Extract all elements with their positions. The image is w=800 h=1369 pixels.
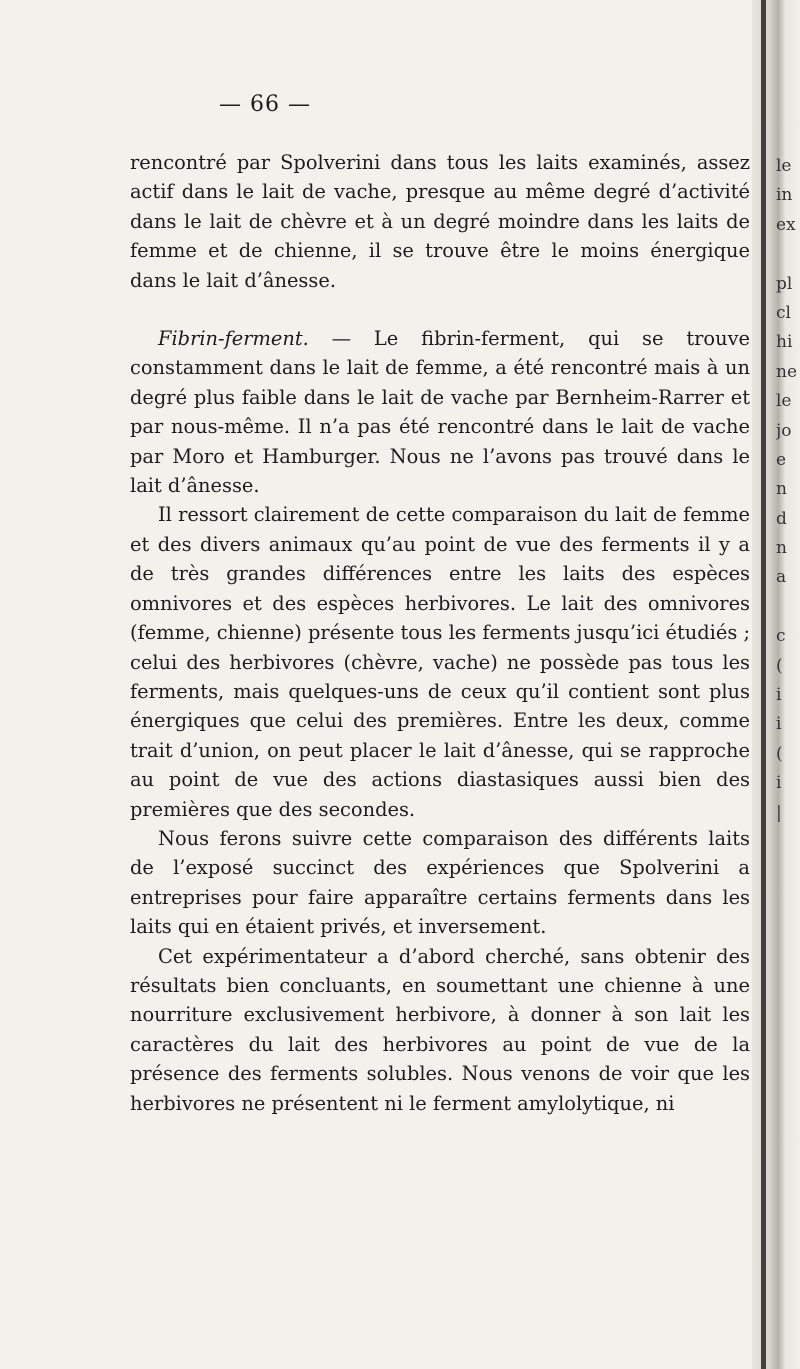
fragment: n xyxy=(776,538,787,559)
fragment: n xyxy=(776,479,787,500)
fragment: d xyxy=(776,508,787,529)
paragraph-4: Nous ferons suivre cette comparaison des différents laits de l’exposé succinct des expériences que Spolverini a entreprises pour faire apparaître certains ferments dans les laits qui en étaient privés, et inversement. xyxy=(130,826,750,939)
paragraph-1: rencontré par Spolverini dans tous les laits examinés, assez actif dans le lait de vache, presque au même degré d’activité dans le lait de chèvre et à un degré moindre dans les laits de femme et de chienne, il se trouve être le moins énergique dans le lait d’ânesse. xyxy=(130,151,750,292)
binding-shadow-line xyxy=(761,0,766,1369)
page-number: — 66 — xyxy=(219,92,311,117)
paragraph-5: Cet expérimentateur a d’abord cherché, sans obtenir des résultats bien concluants, en soumettant une chienne à une nourriture exclusivement herbivore, à donner à son lait les caractères du lait des herbivores au point de vue de la présence des ferments solubles. Nous venons de voir que les herbivores ne présentent ni le ferment amylolytique, ni xyxy=(130,944,750,1115)
fragment: pl xyxy=(776,273,793,294)
paragraph-2-body: — Le fibrin-ferment, qui se trouve constamment dans le lait de femme, a été rencontré mais à un degré plus faible dans le lait de vache par Bernheim-Rarrer et par nous-même. Il n’a pas été rencontré dans le lait de vache par Moro et Hamburger. Nous ne l’avons pas trouvé dans le lait d’ânesse. xyxy=(130,327,750,498)
fragment: ( xyxy=(776,655,783,676)
fragment: ex xyxy=(776,214,796,235)
fragment: i xyxy=(776,773,782,794)
fragment: i xyxy=(776,685,782,706)
fragment: cl xyxy=(776,302,791,323)
fragment: a xyxy=(776,567,787,588)
fragment xyxy=(776,240,798,269)
fragment: e xyxy=(776,449,787,470)
paragraph-2-heading: Fibrin-ferment. xyxy=(158,327,309,351)
fragment: | xyxy=(776,802,782,823)
fragment: i xyxy=(776,714,782,735)
fragment: le xyxy=(776,156,792,176)
fragment: le xyxy=(776,391,792,412)
fragment: c xyxy=(776,626,786,647)
body-text xyxy=(130,148,750,1118)
fragment: jo xyxy=(776,420,792,441)
fragment: in xyxy=(776,185,793,206)
fragment: hi xyxy=(776,332,793,353)
fragment xyxy=(776,593,798,622)
paragraph-3: Il ressort clairement de cette comparaison du lait de femme et des divers animaux qu’au point de vue des ferments il y a de très grandes différences entre les laits des espèces omnivores et des espèces herbivores. Le lait des omnivores (femme, chienne) présente tous les ferments jusqu’ici étudiés ; celui des herbivores (chèvre, vache) ne possède pas tous les ferments, mais quelques-uns de ceux qu’il contient sont plus énergiques que celui des premières. Entre les deux, comme trait d’union, on peut placer le lait d’ânesse, qui se rapproche au point de vue des actions diastasiques aussi bien des premières que des secondes. xyxy=(130,503,750,821)
paragraph-2 xyxy=(130,324,750,500)
adjacent-page-fragments xyxy=(776,152,798,828)
fragment: ( xyxy=(776,743,783,764)
fragment: ne xyxy=(776,361,798,382)
